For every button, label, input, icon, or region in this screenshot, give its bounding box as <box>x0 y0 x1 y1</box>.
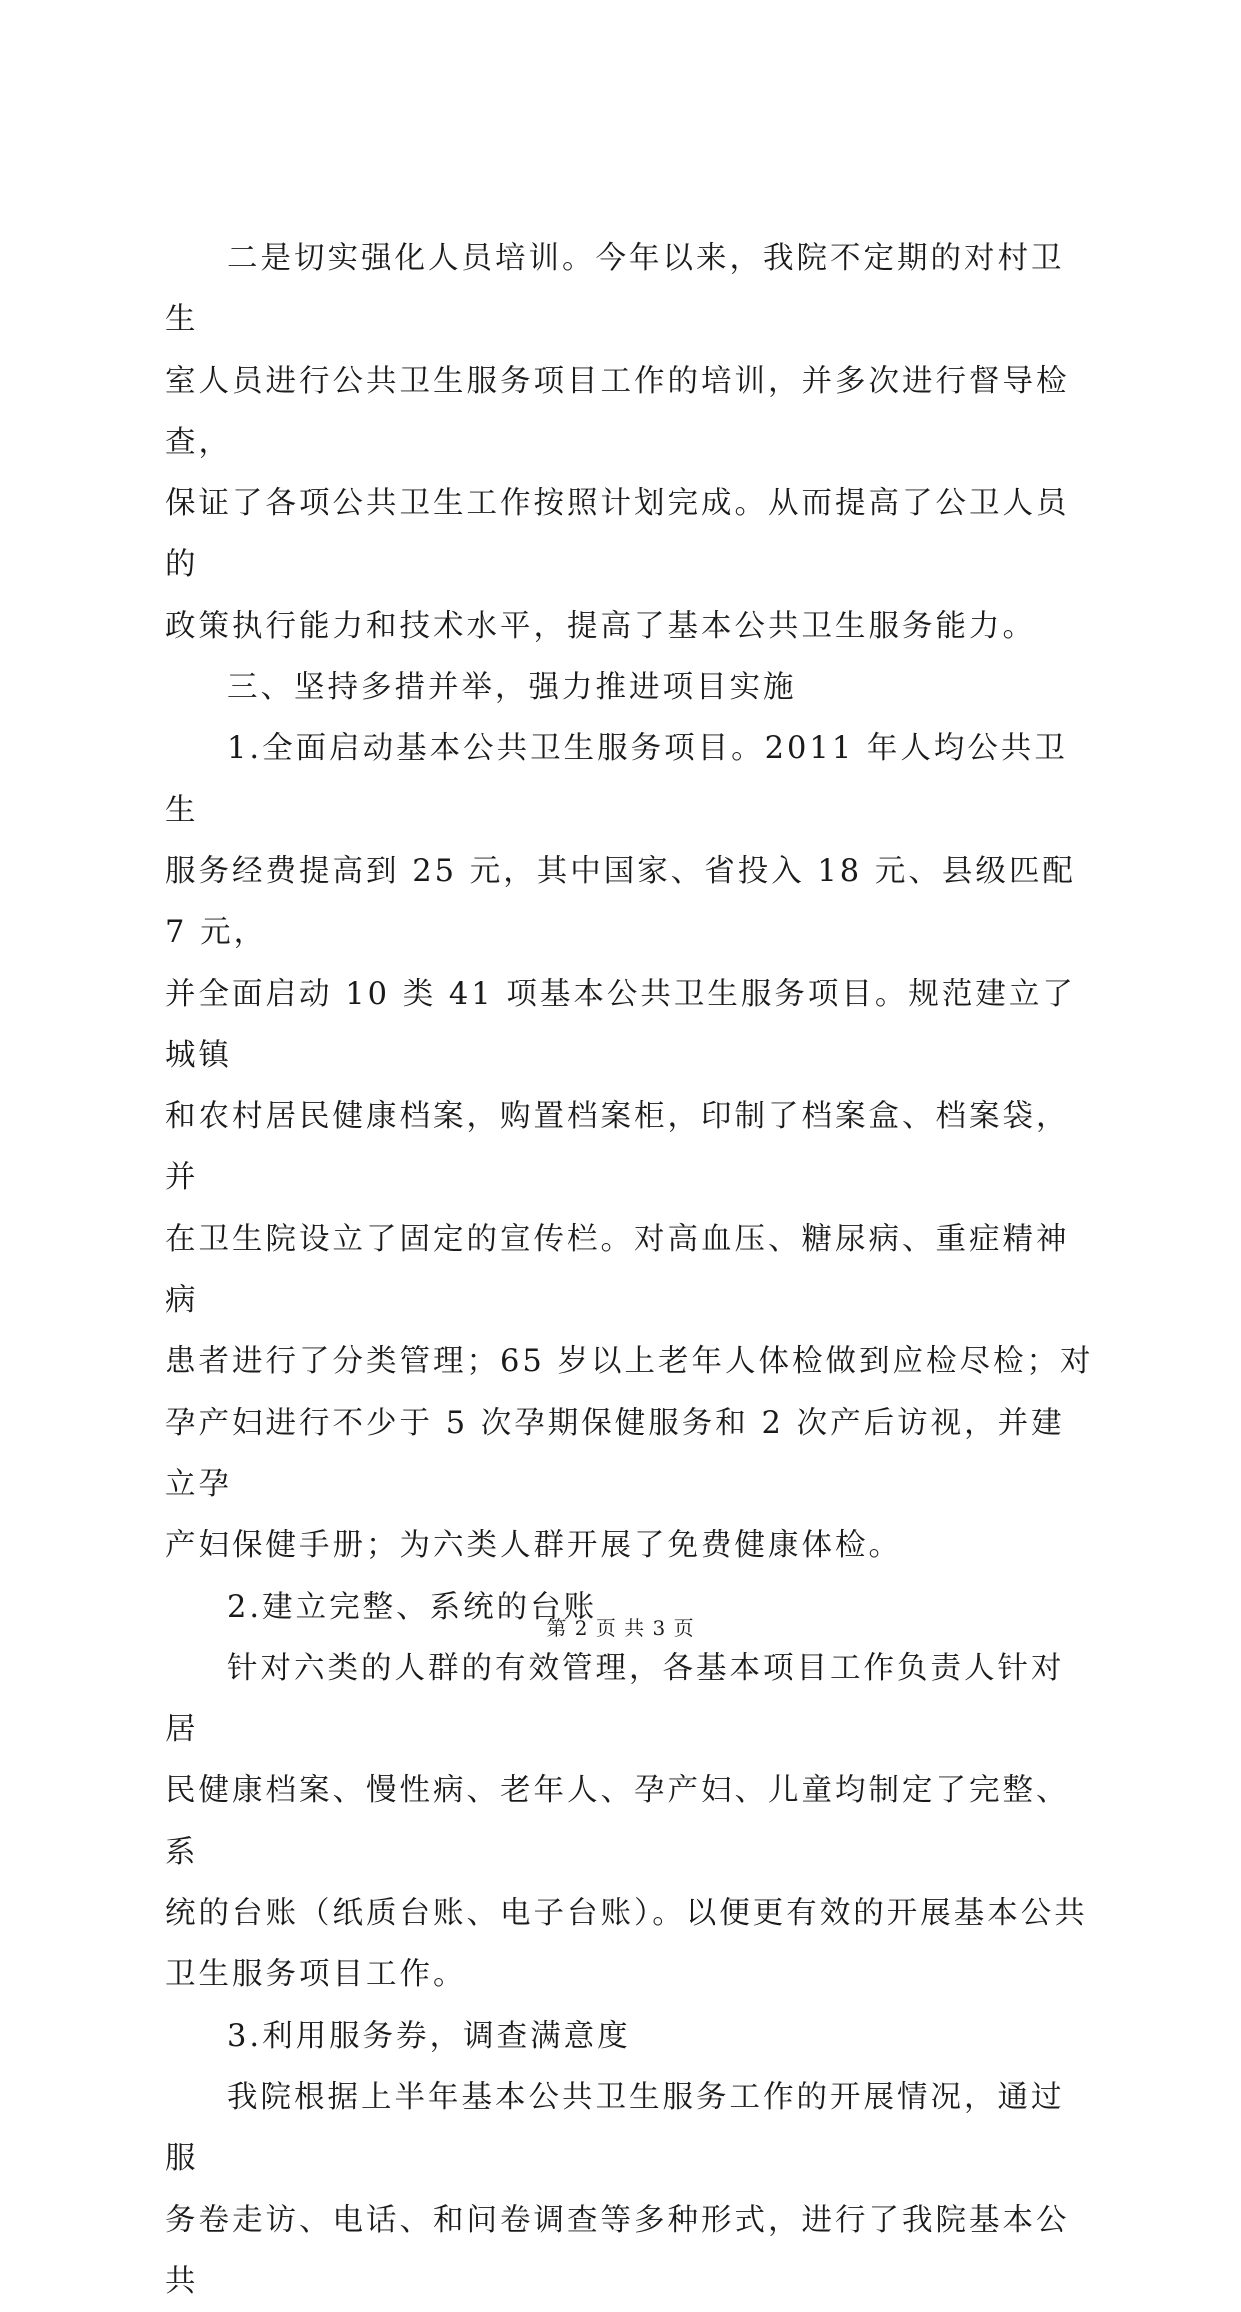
section-heading-three: 三、坚持多措并举，强力推进项目实施 <box>227 670 797 706</box>
document-body <box>165 228 1095 2312</box>
paragraph-satisfaction: 我院根据上半年基本公共卫生服务工作的开展情况，通过服 务卷走访、电话、和问卷调查等多种形式，进行了我院基本公共 <box>165 2079 1070 2299</box>
subheading-item-2: 2.建立完整、系统的台账 <box>227 1589 598 1625</box>
subheading-item-3: 3.利用服务券，调查满意度 <box>227 2018 631 2054</box>
paragraph-ledger: 针对六类的人群的有效管理，各基本项目工作负责人针对居 民健康档案、慢性病、老年人、孕产妇、儿童均制定了完整、系 统的台账（纸质台账、电子台账）。以便更有效的开展基本公共 卫生服务项目工作。 <box>165 1650 1088 1993</box>
page-number-footer: 第 2 页 共 3 页 <box>546 1616 695 1640</box>
paragraph-staff-training: 二是切实强化人员培训。今年以来，我院不定期的对村卫生 室人员进行公共卫生服务项目工作的培训，并多次进行督导检查， 保证了各项公共卫生工作按照计划完成。从而提高了公卫人员的 政策执行能力和技术水平，提高了基本公共卫生服务能力。 <box>165 241 1070 644</box>
paragraph-item-1: 1.全面启动基本公共卫生服务项目。2011 年人均公共卫生 服务经费提高到 25 元，其中国家、省投入 18 元、县级匹配 7 元， 并全面启动 10 类 41 项基本公共卫生服务项目。规范建立了城镇 和农村居民健康档案，购置档案柜，印制了档案盒、档案袋，并 在卫生院设立了固定的宣传栏。对高血压、糖尿病、重症精神病 患者进行了分类管理；65 岁以上老年人体检做到应检尽检；对 孕产妇进行不少于 5 次孕期保健服务和 2 次产后访视，并建立孕 产妇保健手册；为六类人群开展了免费健康体检。 <box>165 731 1094 1564</box>
